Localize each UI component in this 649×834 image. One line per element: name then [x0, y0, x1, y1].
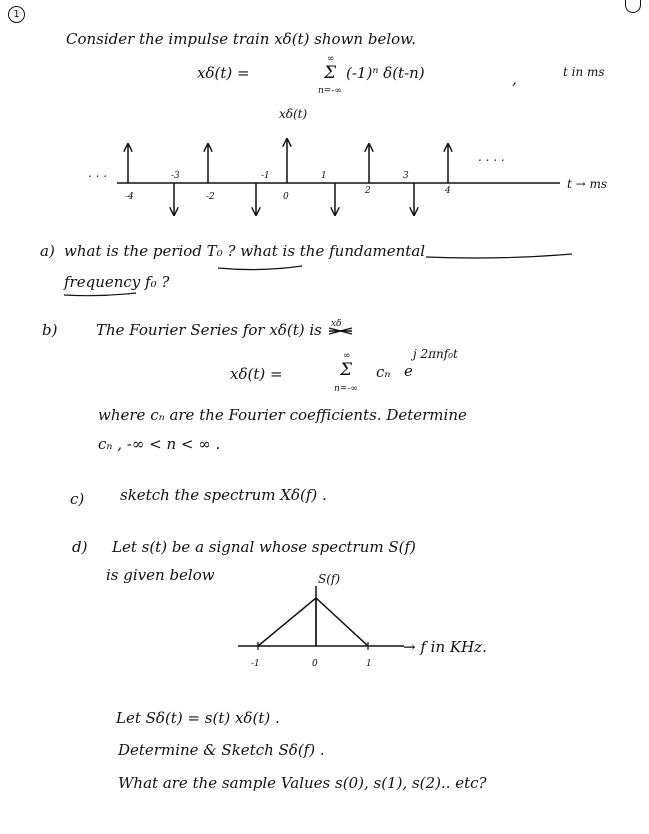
eq-rhs: (-1)ⁿ δ(t-n) [346, 64, 425, 82]
eq-units: t in ms [563, 65, 605, 79]
part-b-line2: where cₙ are the Fourier coefficients. Determine [98, 406, 467, 424]
part-c-text: sketch the spectrum Xδ(f) . [120, 486, 327, 504]
tick-upper-1: -1 [261, 171, 270, 181]
tick-upper-2: 1 [321, 171, 327, 181]
underline-period [218, 266, 302, 270]
tick-upper-3: 3 [403, 171, 409, 181]
part-b-eq-sum: Σ [340, 360, 353, 380]
part-d-determine: Determine & Sketch Sδ(f) . [118, 741, 325, 759]
tick-upper-0: -3 [171, 171, 180, 181]
part-b-line1: The Fourier Series for xδ(t) is [96, 321, 322, 339]
spectrum-tick-label-neg1: -1 [251, 659, 260, 669]
part-b-eq-e: e [404, 362, 413, 380]
tick-lower-0: -4 [125, 192, 134, 202]
underline-frequency [64, 293, 136, 296]
tick-lower-4: 4 [445, 186, 451, 196]
eq-lhs: xδ(t) = [197, 64, 250, 82]
spectrum-tick-label-1: 1 [366, 659, 372, 669]
tick-lower-2: 0 [283, 192, 289, 202]
part-b-eq-exp: j 2πnf₀t [413, 347, 458, 361]
problem-number: 1 [13, 9, 20, 20]
eq-sum: Σ [324, 63, 337, 83]
spectrum-plot-label: S(f) [318, 572, 341, 586]
part-d-let-line: Let Sδ(t) = s(t) xδ(t) . [116, 709, 280, 727]
part-b-eq-cn: cₙ [376, 363, 391, 381]
part-d-sample-question: What are the sample Values s(0), s(1), s(2).. etc? [118, 774, 487, 792]
underline-fundamental [426, 254, 572, 258]
spectrum-triangle [258, 598, 368, 646]
part-d-label: d) [72, 538, 88, 556]
part-b-eq-sum-bottom: n=-∞ [334, 384, 358, 394]
intro-text: Consider the impulse train xδ(t) shown below. [66, 30, 416, 48]
spectrum-axis-label: → f in KHz. [403, 638, 487, 656]
eq-comma: , [512, 70, 517, 88]
part-a-line2: frequency f₀ ? [64, 273, 170, 291]
tick-lower-3: 2 [365, 186, 371, 196]
eq-sum-bottom: n=-∞ [318, 86, 342, 96]
part-b-line3: cₙ , -∞ < n < ∞ . [98, 435, 221, 453]
part-d-line1: Let s(t) be a signal whose spectrum S(f) [112, 538, 416, 556]
part-a-line1: what is the period T₀ ? what is the fundamental [64, 242, 426, 260]
impulse-ellipsis-right: . . . . [478, 150, 505, 164]
spectrum-tick-label-0: 0 [312, 659, 318, 669]
eq-sum-top: ∞ [327, 54, 335, 64]
part-c-label: c) [70, 490, 85, 508]
part-a-label: a) [40, 242, 55, 260]
part-b-strike: xδ [331, 319, 342, 329]
part-b-eq-lhs: xδ(t) = [230, 365, 283, 383]
impulse-axis-label: t → ms [567, 177, 608, 191]
part-d-line2: is given below [106, 566, 215, 584]
impulse-plot-ylabel: xδ(t) [279, 107, 308, 121]
impulse-ellipsis-left: . . . [88, 166, 108, 180]
part-b-eq-sum-top: ∞ [343, 351, 351, 361]
tick-lower-1: -2 [206, 192, 215, 202]
part-b-label: b) [42, 321, 58, 339]
